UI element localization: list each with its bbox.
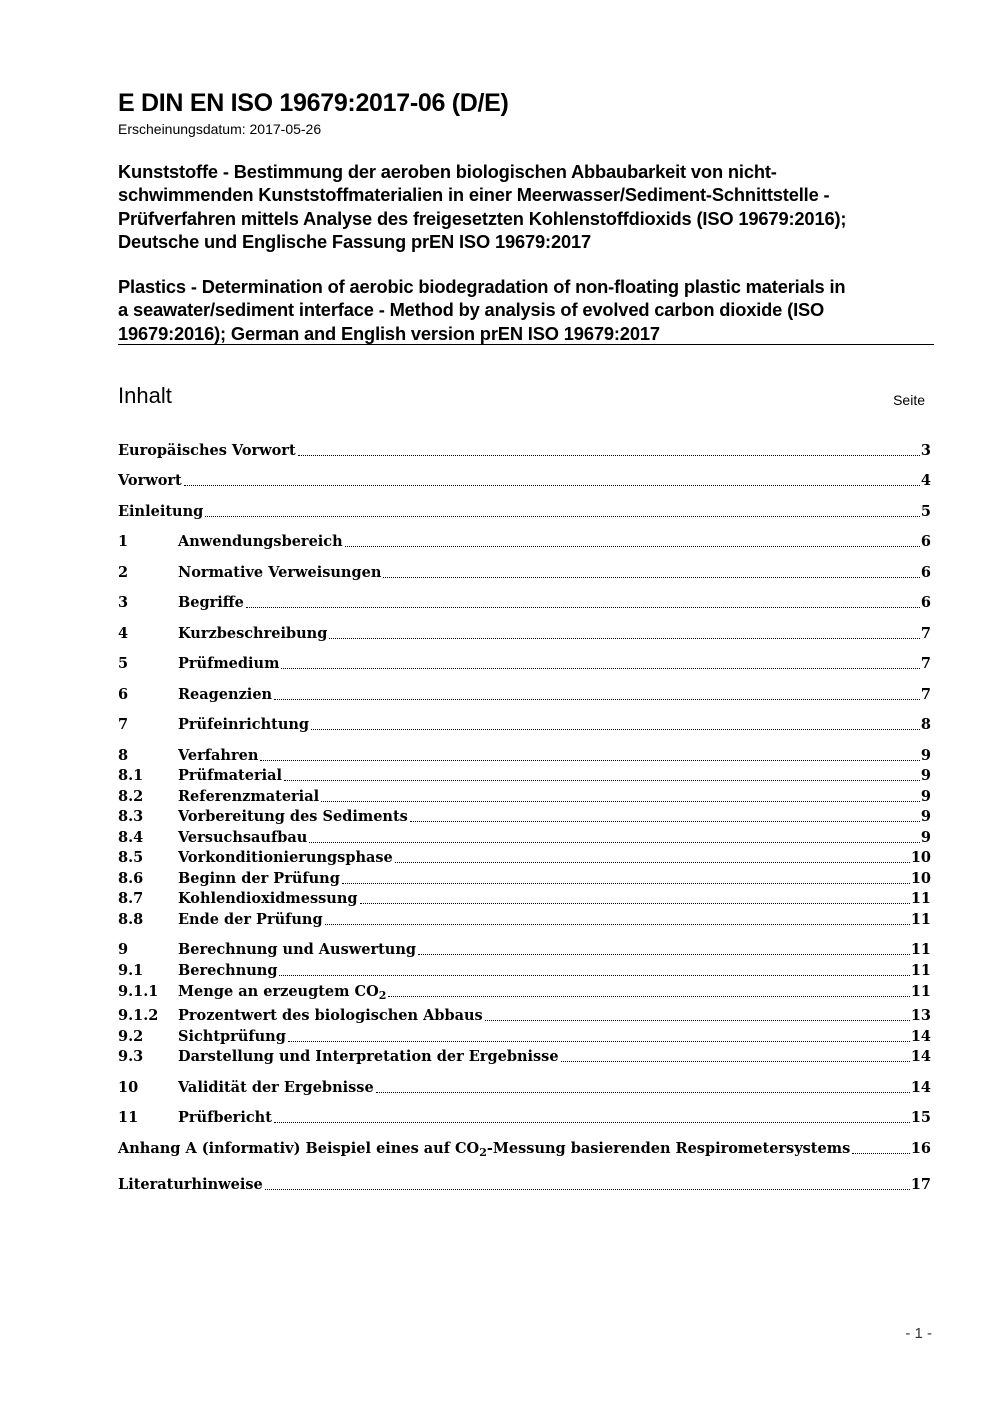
toc-entry-number: 8.8 (118, 911, 144, 928)
toc-dot-leader (184, 471, 920, 486)
toc-entry-label (178, 829, 307, 847)
toc-entry-page: 14 (910, 1048, 931, 1065)
toc-entry-label (178, 1007, 483, 1025)
toc-entry-label-text: Vorkonditionierungsphase (178, 849, 393, 866)
toc-entry-label (178, 1079, 374, 1097)
toc-entry-page: 11 (910, 983, 931, 1000)
toc-dot-leader (395, 848, 910, 863)
toc-entry-label-text: Prüfmedium (178, 655, 280, 672)
toc-entry-label (118, 472, 182, 490)
toc-dot-leader (205, 502, 920, 517)
toc-entry-label (178, 716, 309, 734)
toc-entry-page: 4 (920, 472, 931, 489)
toc-entry[interactable] (118, 623, 931, 643)
toc-entry-label-text: Ende der Prüfung (178, 911, 323, 928)
toc-dot-leader (284, 766, 920, 781)
toc-entry-page: 10 (910, 870, 931, 887)
toc-entry-label-suffix: -Messung basierenden Respirometersystems (486, 1140, 851, 1157)
toc-entry-page: 7 (920, 625, 931, 642)
title-divider (118, 344, 934, 345)
toc-entry-page: 9 (920, 747, 931, 764)
toc-entry-label (178, 911, 323, 929)
toc-entry-label-text: Prüfbericht (178, 1109, 272, 1126)
title-german-line: Prüfverfahren mittels Analyse des freigesetzten Kohlenstoffdioxids (ISO 19679:2016); (118, 207, 847, 229)
toc-entry-number: 9 (118, 941, 129, 958)
toc-dot-leader (325, 910, 910, 925)
toc-entry[interactable] (118, 501, 931, 521)
toc-entry-label-text: Vorbereitung des Sediments (178, 808, 408, 825)
toc-entry-page: 6 (920, 533, 931, 550)
toc-entry-number: 8.5 (118, 849, 144, 866)
toc-dot-leader (410, 807, 920, 822)
toc-entry-label (178, 1048, 559, 1066)
toc-entry-label-text: Versuchsaufbau (178, 829, 308, 846)
toc-entry-page: 15 (910, 1109, 931, 1126)
toc-dot-leader (561, 1047, 910, 1062)
toc-dot-leader (852, 1139, 910, 1154)
toc-entry-label-text: Prüfeinrichtung (178, 716, 310, 733)
toc-entry[interactable] (118, 888, 931, 908)
toc-entry-label-text: Berechnung und Auswertung (178, 941, 417, 958)
toc-dot-leader (281, 654, 919, 669)
toc-entry-label-text: Referenzmaterial (178, 788, 320, 805)
title-english-line: a seawater/sediment interface - Method by analysis of evolved carbon dioxide (ISO (118, 299, 825, 321)
toc-entry-label (178, 788, 319, 806)
toc-entry-page: 9 (920, 788, 931, 805)
toc-entry[interactable] (118, 939, 931, 959)
toc-entry-page: 13 (910, 1007, 931, 1024)
toc-entry-label (178, 941, 416, 959)
toc-entry-page: 11 (910, 890, 931, 907)
toc-entry-page: 9 (920, 829, 931, 846)
toc-entry-label (178, 594, 244, 612)
toc-entry-page: 11 (910, 911, 931, 928)
document-id: E DIN EN ISO 19679:2017-06 (D/E) (118, 89, 509, 117)
toc-entry-label-text: Vorwort (118, 472, 182, 489)
toc-entry-page: 11 (910, 941, 931, 958)
toc-entry-label (178, 1109, 272, 1127)
toc-entry-label-text: Berechnung (178, 962, 278, 979)
toc-entry-number: 7 (118, 716, 129, 733)
toc-entry[interactable] (118, 868, 931, 888)
toc-entry-page: 3 (920, 442, 931, 459)
toc-entry-number: 8 (118, 747, 129, 764)
toc-entry[interactable] (118, 786, 931, 806)
toc-entry[interactable] (118, 470, 931, 490)
toc-entry-page: 7 (920, 655, 931, 672)
toc-dot-leader (309, 828, 920, 843)
toc-entry-number: 9.1.2 (118, 1007, 159, 1024)
toc-entry[interactable] (118, 1138, 931, 1158)
title-german-line: Deutsche und Englische Fassung prEN ISO 19679:2017 (118, 230, 592, 252)
toc-entry-page: 6 (920, 594, 931, 611)
toc-entry-label (178, 849, 393, 867)
toc-dot-leader (246, 593, 920, 608)
toc-dot-leader (345, 532, 920, 547)
toc-entry-page: 7 (920, 686, 931, 703)
toc-entry-label-text: Kohlendioxidmessung (178, 890, 358, 907)
toc-entry-label-text: Verfahren (178, 747, 259, 764)
toc-entry-number: 9.1.1 (118, 983, 159, 1000)
toc-entry[interactable] (118, 1005, 931, 1025)
toc-entry[interactable] (118, 1077, 931, 1097)
title-english-line: Plastics - Determination of aerobic biodegradation of non-floating plastic materials in (118, 276, 846, 297)
toc-dot-leader (260, 746, 920, 761)
toc-entry-label (178, 533, 343, 551)
toc-dot-leader (265, 1175, 910, 1190)
toc-dot-leader (274, 1108, 910, 1123)
toc-entry-number: 8.3 (118, 808, 144, 825)
toc-entry-label-text: Anwendungsbereich (178, 533, 343, 550)
toc-dot-leader (298, 441, 920, 456)
toc-entry-number: 8.1 (118, 767, 144, 784)
toc-entry-label (178, 962, 277, 980)
toc-entry-label-text: Beginn der Prüfung (178, 870, 340, 887)
toc-entry-page: 16 (910, 1140, 931, 1157)
toc-entry-label-text: Menge an erzeugtem CO (178, 983, 379, 1000)
toc-entry-number: 2 (118, 564, 129, 581)
toc-entry-page: 5 (920, 503, 931, 520)
toc-entry[interactable] (118, 1107, 931, 1127)
toc-entry-label-text: Literaturhinweise (118, 1176, 263, 1193)
toc-entry[interactable] (118, 765, 931, 785)
toc-entry[interactable] (118, 847, 931, 867)
toc-entry-number: 9.2 (118, 1028, 144, 1045)
toc-entry[interactable] (118, 960, 931, 980)
toc-dot-leader (376, 1078, 910, 1093)
toc-entry-subscript: 2 (378, 989, 387, 1002)
toc-entry[interactable] (118, 827, 931, 847)
toc-entry[interactable] (118, 653, 931, 673)
toc-dot-leader (388, 982, 909, 997)
toc-entry-label-text: Europäisches Vorwort (118, 442, 296, 459)
toc-entry[interactable] (118, 562, 931, 582)
toc-entry-number: 8.7 (118, 890, 144, 907)
toc-dot-leader (288, 1027, 910, 1042)
toc-entry-number: 11 (118, 1109, 139, 1126)
toc-entry[interactable] (118, 1026, 931, 1046)
toc-entry-label-text: Anhang A (informativ) Beispiel eines auf CO (118, 1140, 480, 1157)
toc-entry-label-text: Kurzbeschreibung (178, 625, 328, 642)
title-german (118, 160, 938, 253)
toc-entry[interactable] (118, 440, 931, 460)
toc-entry-number: 8.2 (118, 788, 144, 805)
toc-entry-label-text: Begriffe (178, 594, 244, 611)
page-number: - 1 - (905, 1325, 932, 1342)
toc-entry-page: 14 (910, 1079, 931, 1096)
toc-dot-leader (418, 940, 910, 955)
title-english-line: 19679:2016); German and English version prEN ISO 19679:2017 (118, 322, 660, 344)
toc-entry-label (178, 747, 258, 765)
toc-entry[interactable] (118, 1046, 931, 1066)
toc-dot-leader (383, 563, 920, 578)
toc-entry-label (118, 442, 296, 460)
toc-entry-label (118, 1140, 850, 1158)
toc-entry[interactable] (118, 531, 931, 551)
toc-entry-label-text: Reagenzien (178, 686, 273, 703)
toc-dot-leader (342, 869, 910, 884)
toc-entry[interactable] (118, 684, 931, 704)
toc-entry[interactable] (118, 745, 931, 765)
toc-entry-number: 10 (118, 1079, 139, 1096)
toc-entry-page: 10 (910, 849, 931, 866)
toc-dot-leader (485, 1006, 910, 1021)
toc-entry[interactable] (118, 714, 931, 734)
toc-entry-label (178, 870, 340, 888)
toc-dot-leader (279, 961, 909, 976)
toc-entry-label (178, 983, 386, 1001)
toc-entry-label-text: Normative Verweisungen (178, 564, 382, 581)
toc-entry-number: 8.4 (118, 829, 144, 846)
toc-entry-label-text: Darstellung und Interpretation der Ergebnisse (178, 1048, 559, 1065)
toc-entry-label (118, 503, 203, 521)
toc-entry-number: 9.1 (118, 962, 144, 979)
toc-entry-number: 6 (118, 686, 129, 703)
toc-heading: Inhalt (118, 383, 172, 408)
toc-entry-label-text: Prozentwert des biologischen Abbaus (178, 1007, 483, 1024)
title-english (118, 275, 938, 345)
toc-entry-label (178, 625, 327, 643)
toc-entry-page: 6 (920, 564, 931, 581)
toc-dot-leader (329, 624, 920, 639)
publication-date: Erscheinungsdatum: 2017-05-26 (118, 121, 322, 137)
toc-entry-label (178, 655, 279, 673)
toc-entry[interactable] (118, 806, 931, 826)
toc-entry-subscript: 2 (479, 1146, 487, 1159)
toc-entry-label (178, 890, 358, 908)
toc-entry-page: 14 (910, 1028, 931, 1045)
toc-entry-label (118, 1176, 263, 1194)
toc-dot-leader (360, 889, 910, 904)
toc-entry-page: 11 (910, 962, 931, 979)
title-german-line: Kunststoffe - Bestimmung der aeroben biologischen Abbaubarkeit von nicht- (118, 161, 777, 182)
toc-entry-page: 17 (910, 1176, 931, 1193)
toc-entry-number: 1 (118, 533, 129, 550)
toc-dot-leader (321, 787, 920, 802)
toc-entry-page: 8 (920, 716, 931, 733)
toc-entry-label-text: Prüfmaterial (178, 767, 283, 784)
toc-entry-label (178, 1028, 286, 1046)
toc-entry[interactable] (118, 909, 931, 929)
toc-entry-label-text: Validität der Ergebnisse (178, 1079, 374, 1096)
toc-entry[interactable] (118, 981, 931, 1001)
toc-entry[interactable] (118, 592, 931, 612)
toc-entry-number: 5 (118, 655, 129, 672)
toc-entry-number: 8.6 (118, 870, 144, 887)
toc-dot-leader (274, 685, 920, 700)
toc-entry-page: 9 (920, 808, 931, 825)
toc-entry-number: 3 (118, 594, 129, 611)
toc-entry[interactable] (118, 1174, 931, 1194)
toc-entry-label-text: Einleitung (118, 503, 204, 520)
toc-entry-label (178, 767, 282, 785)
toc-page-column-label: Seite (893, 392, 925, 408)
toc-entry-label (178, 686, 272, 704)
toc-entry-label-text: Sichtprüfung (178, 1028, 286, 1045)
title-german-line: schwimmenden Kunststoffmaterialien in einer Meerwasser/Sediment-Schnittstelle - (118, 184, 830, 206)
toc-entry-number: 9.3 (118, 1048, 144, 1065)
toc-entry-page: 9 (920, 767, 931, 784)
toc-entry-number: 4 (118, 625, 129, 642)
toc-entry-label (178, 564, 381, 582)
toc-entry-label (178, 808, 408, 826)
toc-dot-leader (311, 715, 920, 730)
